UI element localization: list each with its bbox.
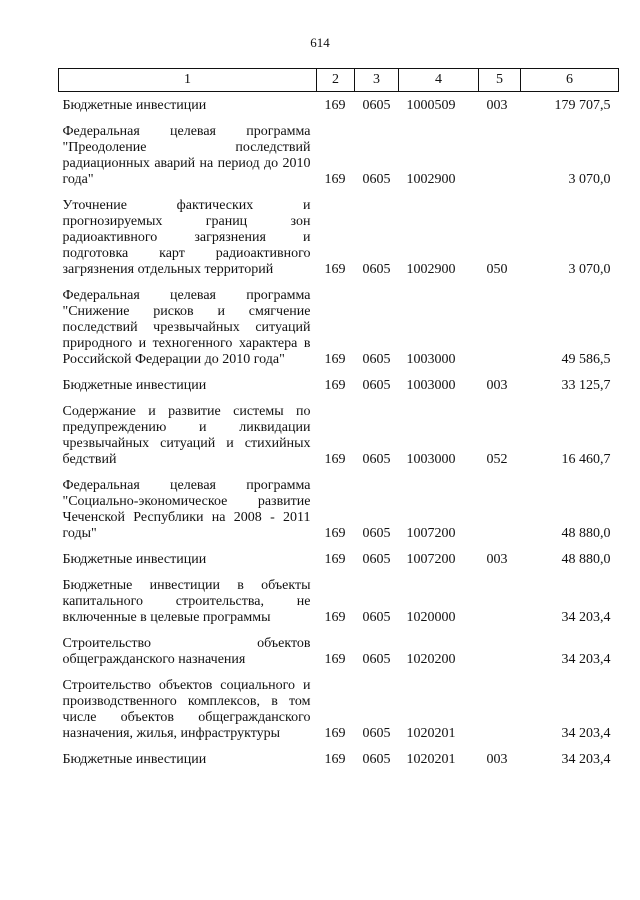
row-col-4: 1002900 [406, 172, 456, 187]
row-name: Уточнение фактических и прогнозируемых границ зон радиоактивного загрязнения и подготовка карт радиоактивного загрязнения отдельных территорий [62, 198, 311, 277]
table-row [59, 378, 619, 394]
row-col-2: 169 [324, 262, 346, 277]
row-col-4: 1000509 [406, 98, 456, 113]
row-col-5: 003 [486, 752, 508, 767]
row-col-4: 1020000 [406, 610, 456, 625]
row-name: Строительство объектов социального и производственного комплексов, в том числе объектов общегражданского назначения, жилья, инфраструктуры [62, 678, 311, 741]
row-name: Федеральная целевая программа "Преодоление последствий радиационных аварий на период до 2010 года" [62, 124, 311, 187]
row-amount: 34 203,4 [561, 752, 611, 767]
row-col-3: 0605 [362, 726, 391, 741]
table-row [59, 124, 619, 188]
row-col-3: 0605 [362, 610, 391, 625]
table-row [59, 478, 619, 542]
row-amount: 179 707,5 [554, 98, 611, 113]
table-row [59, 636, 619, 668]
table-row [59, 578, 619, 626]
row-name: Содержание и развитие системы по предупреждению и ликвидации чрезвычайных ситуаций и стихийных бедствий [62, 404, 311, 467]
row-col-4: 1003000 [406, 352, 456, 367]
row-col-3: 0605 [362, 526, 391, 541]
row-name: Федеральная целевая программа "Социально-экономическое развитие Чеченской Республики на 2008 - 2011 годы" [62, 478, 311, 541]
row-col-5: 003 [486, 552, 508, 567]
row-col-3: 0605 [362, 98, 391, 113]
row-col-5: 003 [486, 98, 508, 113]
row-col-4: 1002900 [406, 262, 456, 277]
row-col-3: 0605 [362, 262, 391, 277]
table-row [59, 92, 619, 115]
row-col-4: 1007200 [406, 552, 456, 567]
row-col-2: 169 [324, 526, 346, 541]
row-col-5 [479, 124, 521, 188]
table-row [59, 552, 619, 568]
row-col-4: 1020201 [406, 726, 456, 741]
row-col-5 [479, 636, 521, 668]
row-amount: 3 070,0 [568, 172, 611, 187]
row-col-3: 0605 [362, 752, 391, 767]
row-name: Строительство объектов общегражданского назначения [62, 636, 311, 667]
row-col-2: 169 [324, 378, 346, 393]
row-amount: 34 203,4 [561, 726, 611, 741]
row-col-4: 1003000 [406, 452, 456, 467]
row-col-2: 169 [324, 452, 346, 467]
row-col-2: 169 [324, 552, 346, 567]
table-row [59, 198, 619, 278]
page-number: 614 [310, 35, 330, 50]
row-col-5: 052 [486, 452, 508, 467]
header-col-3: 3 [355, 69, 399, 92]
row-amount: 34 203,4 [561, 610, 611, 625]
row-col-5 [479, 678, 521, 742]
row-col-4: 1020201 [406, 752, 456, 767]
table-row [59, 678, 619, 742]
row-col-2: 169 [324, 610, 346, 625]
row-col-3: 0605 [362, 452, 391, 467]
row-name: Бюджетные инвестиции [62, 98, 207, 113]
row-col-5 [479, 578, 521, 626]
row-name: Бюджетные инвестиции в объекты капитального строительства, не включенные в целевые программы [62, 578, 311, 625]
row-col-3: 0605 [362, 378, 391, 393]
row-col-2: 169 [324, 352, 346, 367]
row-col-5: 050 [486, 262, 508, 277]
row-amount: 16 460,7 [561, 452, 611, 467]
row-amount: 34 203,4 [561, 652, 611, 667]
budget-table [58, 68, 619, 768]
row-col-2: 169 [324, 652, 346, 667]
row-col-4: 1007200 [406, 526, 456, 541]
table-row [59, 404, 619, 468]
table-header-row [59, 69, 619, 92]
row-col-2: 169 [324, 98, 346, 113]
row-col-3: 0605 [362, 552, 391, 567]
row-col-5 [479, 478, 521, 542]
header-col-5: 5 [479, 69, 521, 92]
row-amount: 49 586,5 [561, 352, 611, 367]
row-col-4: 1003000 [406, 378, 456, 393]
row-amount: 48 880,0 [561, 526, 611, 541]
header-col-4: 4 [399, 69, 479, 92]
table-row [59, 752, 619, 768]
row-amount: 33 125,7 [561, 378, 611, 393]
row-col-4: 1020200 [406, 652, 456, 667]
row-col-2: 169 [324, 726, 346, 741]
header-col-2: 2 [317, 69, 355, 92]
row-col-2: 169 [324, 752, 346, 767]
row-name: Бюджетные инвестиции [62, 552, 207, 567]
table-row [59, 288, 619, 368]
header-col-6: 6 [521, 69, 619, 92]
row-name: Федеральная целевая программа "Снижение рисков и смягчение последствий чрезвычайных ситуаций природного и техногенного характера в Российской Федерации до 2010 года" [62, 288, 311, 367]
header-col-1: 1 [59, 69, 317, 92]
row-name: Бюджетные инвестиции [62, 752, 207, 767]
row-col-3: 0605 [362, 172, 391, 187]
row-col-3: 0605 [362, 652, 391, 667]
row-amount: 3 070,0 [568, 262, 611, 277]
row-col-3: 0605 [362, 352, 391, 367]
row-col-5 [479, 288, 521, 368]
row-col-2: 169 [324, 172, 346, 187]
row-amount: 48 880,0 [561, 552, 611, 567]
row-name: Бюджетные инвестиции [62, 378, 207, 393]
row-col-5: 003 [486, 378, 508, 393]
